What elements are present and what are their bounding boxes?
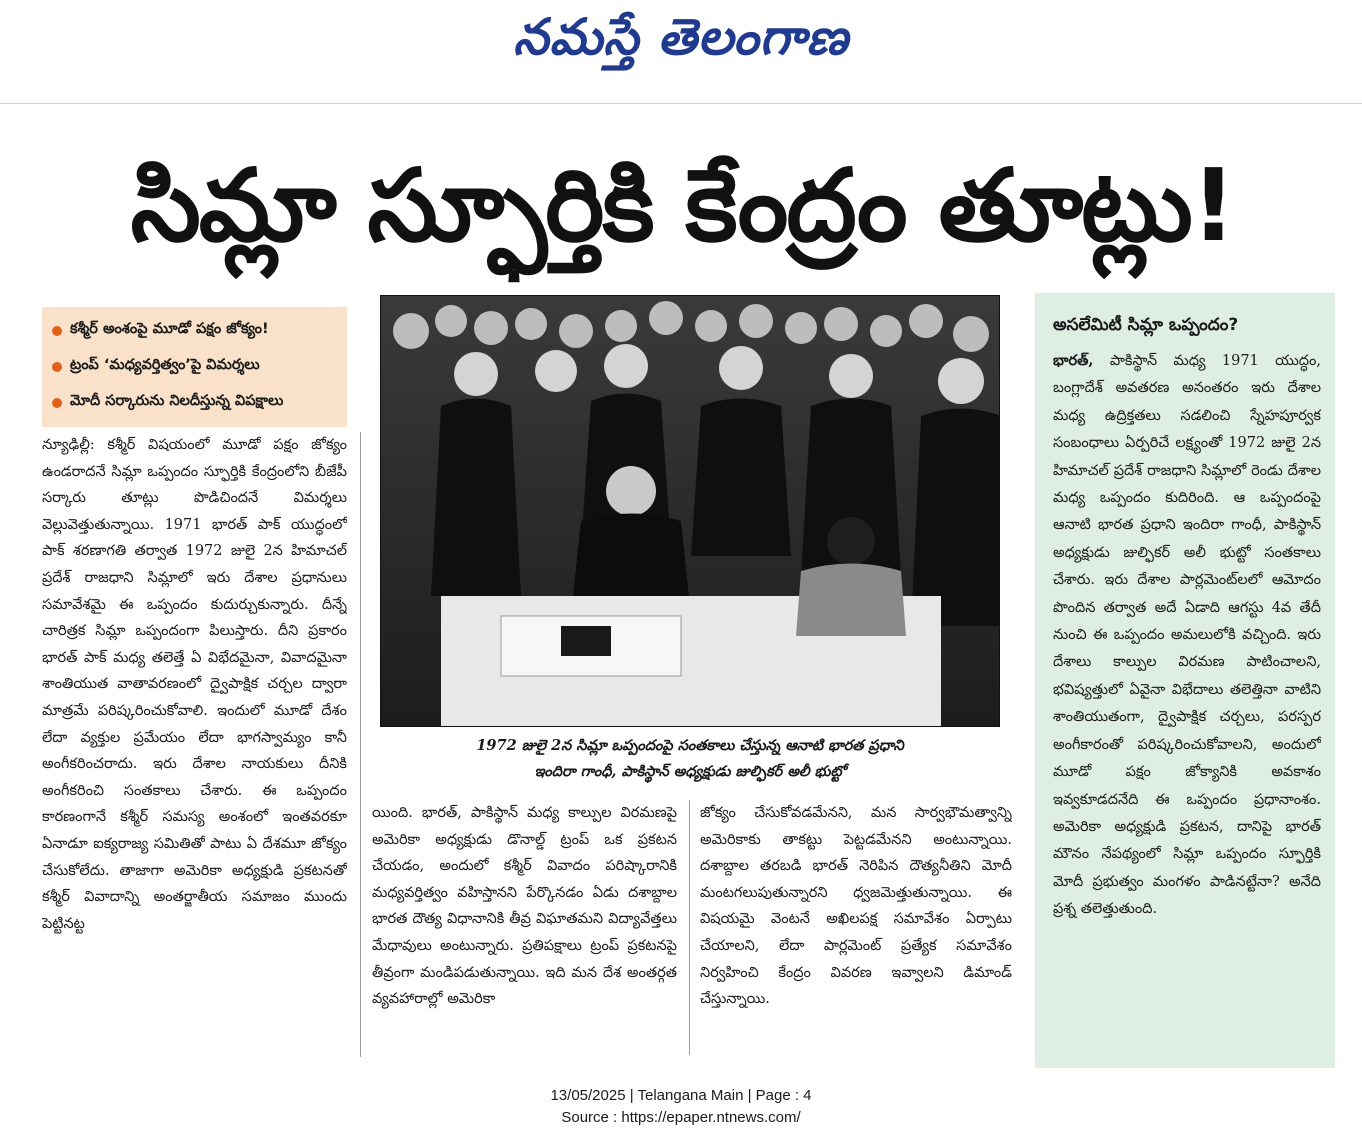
highlight-item: [52, 385, 337, 421]
edition-info: 13/05/2025 | Telangana Main | Page : 4: [550, 1087, 812, 1104]
photo-caption: [380, 733, 1000, 793]
page-footer: [0, 1085, 1362, 1129]
article-text: న్యూఢిల్లీ: కశ్మీర్ విషయంలో మూడో పక్షం జోక్యం ఉండరాదనే సిమ్లా ఒప్పందం స్ఫూర్తికి కేంద్రంలోని బీజేపీ సర్కారు తూట్లు పొడిచిందనే విమర్శలు వెల్లువెత్తుతున్నాయి. 1971 భారత్ పాక్ యుద్ధంలో పాక్ శరణాగతి తర్వాత 1972 జులై 2న హిమాచల్ ప్రదేశ్ రాజధాని సిమ్లాలో ఇరు దేశాల ప్రధానులు సమావేశమై ఈ ఒప్పందం కుదుర్చుకున్నారు. దీన్నే చారిత్రక సిమ్లా ఒప్పందంగా పిలుస్తారు. దీని ప్రకారం భారత్ పాక్ మధ్య తలెత్తే ఏ విభేదమైనా, వివాదమైనా శాంతియుత వాతావరణంలో ద్వైపాక్షిక చర్చల ద్వారా మాత్రమే పరిష్కరించుకోవాలి. ఇందులో మూడో దేశం లేదా వ్యక్తుల ప్రమేయం లేదా భాగస్వామ్యం కానీ అంగీకరించరాదు. ఇరు దేశాల నాయకులు దీనికి అంగీకరించి సంతకాలు చేశారు. ఈ ఒప్పందం కారణంగానే కశ్మీర్ సమస్య అంశంలో ఇంతవరకూ ఏనాడూ ఐక్యరాజ్య సమితితో పాటు ఏ దేశమూ జోక్యం చేసుకోలేదు. తాజాగా అమెరికా అధ్యక్షుడి ప్రకటనతో కశ్మీర్ వివాదాన్ని అంతర్జాతీయ సమాజం ముందు పెట్టినట్ట: [42, 437, 347, 932]
highlight-item: [52, 313, 337, 349]
source-link[interactable]: Source : https://epaper.ntnews.com/: [561, 1109, 801, 1126]
news-photo: [380, 295, 1000, 727]
explainer-lead: భారత్,: [1053, 352, 1094, 369]
headline: సిమ్లా స్ఫూర్తికి కేంద్రం తూట్లు!: [130, 147, 1235, 264]
explainer-box: [1035, 293, 1335, 1068]
column-divider: [360, 432, 361, 1057]
signing-ceremony-photo: [381, 296, 1000, 727]
highlight-text: ట్రంప్ ‘మధ్యవర్తిత్వం’పై విమర్శలు: [70, 357, 260, 373]
article-column-3: [700, 800, 1012, 1060]
column-divider: [689, 800, 690, 1055]
article-text: యింది. భారత్, పాకిస్థాన్ మధ్య కాల్పుల విరమణపై అమెరికా అధ్యక్షుడు డొనాల్డ్ ట్రంప్ ఒక ప్రకటన చేయడం, అందులో కశ్మీర్ వివాదం పరిష్కారానికి మధ్యవర్తిత్వం వహిస్తానని పేర్కొనడం ఏడు దశాబ్దాల భారత దౌత్య విధానానికి తీవ్ర విఘాతమని విద్యావేత్తలు మేధావులు అంటున్నారు. ప్రతిపక్షాలు ట్రంప్ ప్రకటనపై తీవ్రంగా మండిపడుతున్నాయి. ఇది మన దేశ అంతర్గత వ్యవహారాల్లో అమెరికా: [372, 805, 677, 1008]
caption-line-2: ఇందిరా గాంధీ, పాకిస్థాన్ అధ్యక్షుడు జుల్ఫికర్ అలీ భుట్టో: [534, 763, 846, 780]
article-column-2: [372, 800, 677, 1060]
bullet-icon: [52, 326, 62, 336]
highlight-item: [52, 349, 337, 385]
bullet-icon: [52, 398, 62, 408]
highlight-text: కశ్మీర్ అంశంపై మూడో పక్షం జోక్యం!: [70, 321, 269, 337]
masthead-divider: [0, 103, 1362, 104]
explainer-text: పాకిస్థాన్ మధ్య 1971 యుద్ధం, బంగ్లాదేశ్ అవతరణ అనంతరం ఇరు దేశాల మధ్య ఉద్రిక్తతలు సడలించి స్నేహపూర్వక సంబంధాలు ఏర్పరిచే లక్ష్యంతో 1972 జులై 2న హిమాచల్ ప్రదేశ్ రాజధాని సిమ్లాలో రెండు దేశాల మధ్య ఒప్పందం కుదిరింది. ఆ ఒప్పందంపై ఆనాటి భారత ప్రధాని ఇందిరా గాంధీ, పాకిస్థాన్ అధ్యక్షుడు జుల్ఫికర్ అలీ భుట్టో సంతకాలు చేశారు. ఇరు దేశాల పార్లమెంట్‌లలో ఆమోదం పొందిన తర్వాత అదే ఏడాది ఆగస్టు 4వ తేదీ నుంచి ఈ ఒప్పందం అమలులోకి వచ్చింది. ఇరు దేశాలు కాల్పుల విరమణ పాటించాలని, భవిష్యత్తులో ఏవైనా విభేదాలు తలెత్తినా వాటిని శాంతియుతంగా, ద్వైపాక్షిక చర్చలు, పరస్పర అంగీకారంతో పరిష్కరించుకోవాలని, అందులో మూడో పక్షం జోక్యానికి అవకాశం ఇవ్వకూడదనేది ఈ ఒప్పందం ప్రధానాంశం. అమెరికా అధ్యక్షుడి ప్రకటన, దానిపై భారత్ మౌనం నేపథ్యంలో సిమ్లా ఒప్పందం స్ఫూర్తికి మోదీ ప్రభుత్వం మంగళం పాడినట్టేనా? అనేది ప్రశ్న తలెత్తుతుంది.: [1053, 353, 1321, 918]
bullet-icon: [52, 362, 62, 372]
explainer-body: [1053, 347, 1321, 1047]
highlights-box: [42, 307, 347, 427]
masthead: [0, 0, 1362, 100]
caption-line-1: 1972 జులై 2న సిమ్లా ఒప్పందంపై సంతకాలు చేస్తున్న ఆనాటి భారత ప్రధాని: [476, 737, 904, 754]
article-column-1: [42, 432, 347, 1060]
explainer-title: అసలేమిటీ సిమ్లా ఒప్పందం?: [1053, 315, 1239, 335]
newspaper-logo: నమస్తే తెలంగాణ: [513, 8, 849, 66]
article-text: జోక్యం చేసుకోవడమేనని, మన సార్వభౌమత్వాన్ని అమెరికాకు తాకట్టు పెట్టడమేనని అంటున్నాయి. దశాబ్దాల తరబడి భారత్ నెరిపిన దౌత్యనీతిని మోదీ మంటగలుపుతున్నారని ధ్వజమెత్తుతున్నాయి. ఈ విషయమై వెంటనే అఖిలపక్ష సమావేశం ఏర్పాటు చేయాలని, లేదా పార్లమెంట్ ప్రత్యేక సమావేశం నిర్వహించి కేంద్రం వివరణ ఇవ్వాలని డిమాండ్ చేస్తున్నాయి.: [700, 805, 1012, 1008]
highlight-text: మోదీ సర్కారును నిలదీస్తున్న విపక్షాలు: [70, 393, 284, 409]
